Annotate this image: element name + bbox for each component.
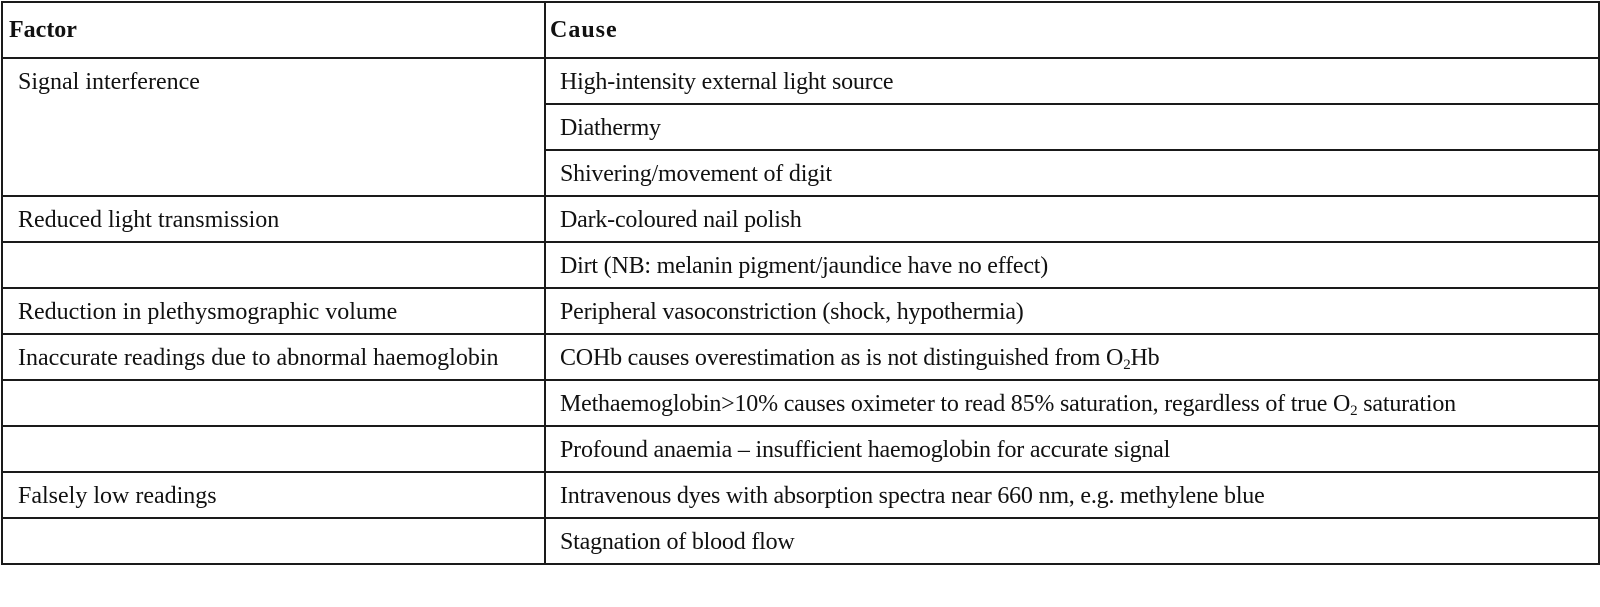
cause-cell: Dirt (NB: melanin pigment/jaundice have no effect) xyxy=(545,242,1599,288)
factors-table xyxy=(1,1,1600,565)
factor-cell: Falsely low readings xyxy=(2,472,545,518)
subscript-text: 2 xyxy=(1123,357,1131,373)
cause-cell: Peripheral vasoconstriction (shock, hypothermia) xyxy=(545,288,1599,334)
cause-cell xyxy=(545,334,1599,380)
table-row xyxy=(2,380,1599,426)
table-row xyxy=(2,242,1599,288)
table-row xyxy=(2,472,1599,518)
cause-cell: High-intensity external light source xyxy=(545,58,1599,104)
cause-cell: Profound anaemia – insufficient haemoglobin for accurate signal xyxy=(545,426,1599,472)
cause-cell: Stagnation of blood flow xyxy=(545,518,1599,564)
cause-text: Methaemoglobin>10% causes oximeter to read 85% saturation, regardless of true O xyxy=(560,391,1351,417)
table-row xyxy=(2,518,1599,564)
factor-cell: Reduction in plethysmographic volume xyxy=(2,288,545,334)
header-row xyxy=(2,2,1599,58)
cause-cell: Intravenous dyes with absorption spectra near 660 nm, e.g. methylene blue xyxy=(545,472,1599,518)
cause-cell xyxy=(545,380,1599,426)
header-cause: Cause xyxy=(545,2,1599,58)
cause-text: Hb xyxy=(1130,345,1160,371)
table-row xyxy=(2,288,1599,334)
table-row xyxy=(2,58,1599,104)
factor-cell xyxy=(2,242,545,288)
factor-cell xyxy=(2,426,545,472)
table-row xyxy=(2,196,1599,242)
subscript-text: 2 xyxy=(1350,403,1358,419)
factor-cell: Inaccurate readings due to abnormal haemoglobin xyxy=(2,334,545,380)
factor-cell xyxy=(2,380,545,426)
cause-cell: Shivering/movement of digit xyxy=(545,150,1599,196)
table-row xyxy=(2,426,1599,472)
cause-text: COHb causes overestimation as is not distinguished from O xyxy=(560,345,1124,371)
factor-cell: Signal interference xyxy=(2,58,545,196)
header-factor: Factor xyxy=(2,2,545,58)
cause-cell: Diathermy xyxy=(545,104,1599,150)
factor-cell: Reduced light transmission xyxy=(2,196,545,242)
cause-text: saturation xyxy=(1357,391,1456,417)
table-row xyxy=(2,334,1599,380)
cause-cell: Dark-coloured nail polish xyxy=(545,196,1599,242)
factor-cell xyxy=(2,518,545,564)
